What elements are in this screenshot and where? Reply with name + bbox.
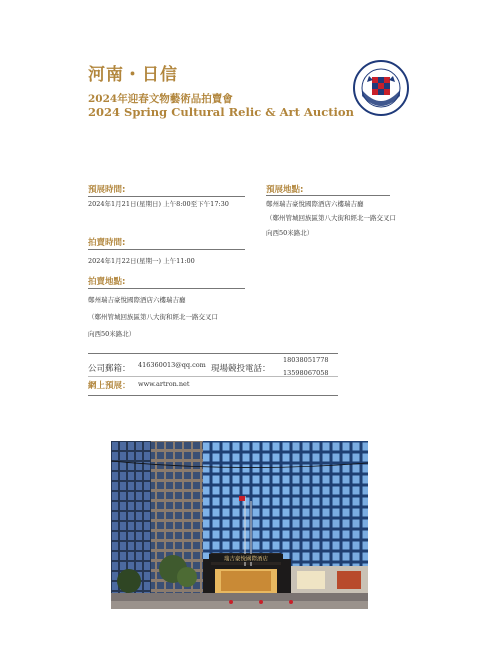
hotel-photo <box>111 441 368 609</box>
preview-time-value: 2024年1月21日(星期日) 上午8:00至下午17:30 <box>88 200 229 208</box>
phone-label: 現場競投電話： <box>211 364 271 374</box>
divider <box>88 353 338 354</box>
preview-place-line2: （鄭州管城回族區第八大街和經北一路交叉口 <box>266 214 396 222</box>
divider <box>88 376 338 377</box>
preview-place-line1: 鄭州瑞吉豪悅國際酒店六樓瑞吉廳 <box>266 200 364 208</box>
email-label: 公司郵箱： <box>88 364 131 374</box>
preview-place-line3: 向西50米路北） <box>266 229 314 237</box>
auction-place-line2: （鄭州管城回族區第八大街和經北一路交叉口 <box>88 313 218 321</box>
auction-time-label: 拍賣時間: <box>88 238 126 248</box>
phone-2[interactable]: 13598067058 <box>283 369 329 377</box>
divider <box>88 249 245 250</box>
phone-1[interactable]: 18038051778 <box>283 356 329 364</box>
auction-time-value: 2024年1月22日(星期一) 上午11:00 <box>88 257 195 265</box>
email-value[interactable]: 416360013@qq.com <box>138 361 206 369</box>
auction-place-line1: 鄭州瑞吉豪悅國際酒店六樓瑞吉廳 <box>88 296 186 304</box>
web-preview-label: 網上預展： <box>88 381 131 391</box>
auction-place-label: 拍賣地點: <box>88 277 126 287</box>
preview-time-label: 預展時間: <box>88 185 126 195</box>
company-logo-icon <box>353 60 409 116</box>
web-preview-link[interactable]: www.artron.net <box>138 380 190 388</box>
divider <box>266 195 390 196</box>
subtitle-en: 2024 Spring Cultural Relic & Art Auction <box>88 105 354 119</box>
title-cn: 河南・日信 <box>88 65 178 85</box>
auction-place-line3: 向西50米路北） <box>88 330 136 338</box>
preview-place-label: 預展地點: <box>266 185 304 195</box>
hotel-sign: 瑞吉豪悅國際酒店 <box>223 556 269 563</box>
subtitle-cn: 2024年迎春文物藝術品拍賣會 <box>88 93 233 105</box>
divider <box>88 196 245 197</box>
divider <box>88 395 338 396</box>
divider <box>88 288 245 289</box>
